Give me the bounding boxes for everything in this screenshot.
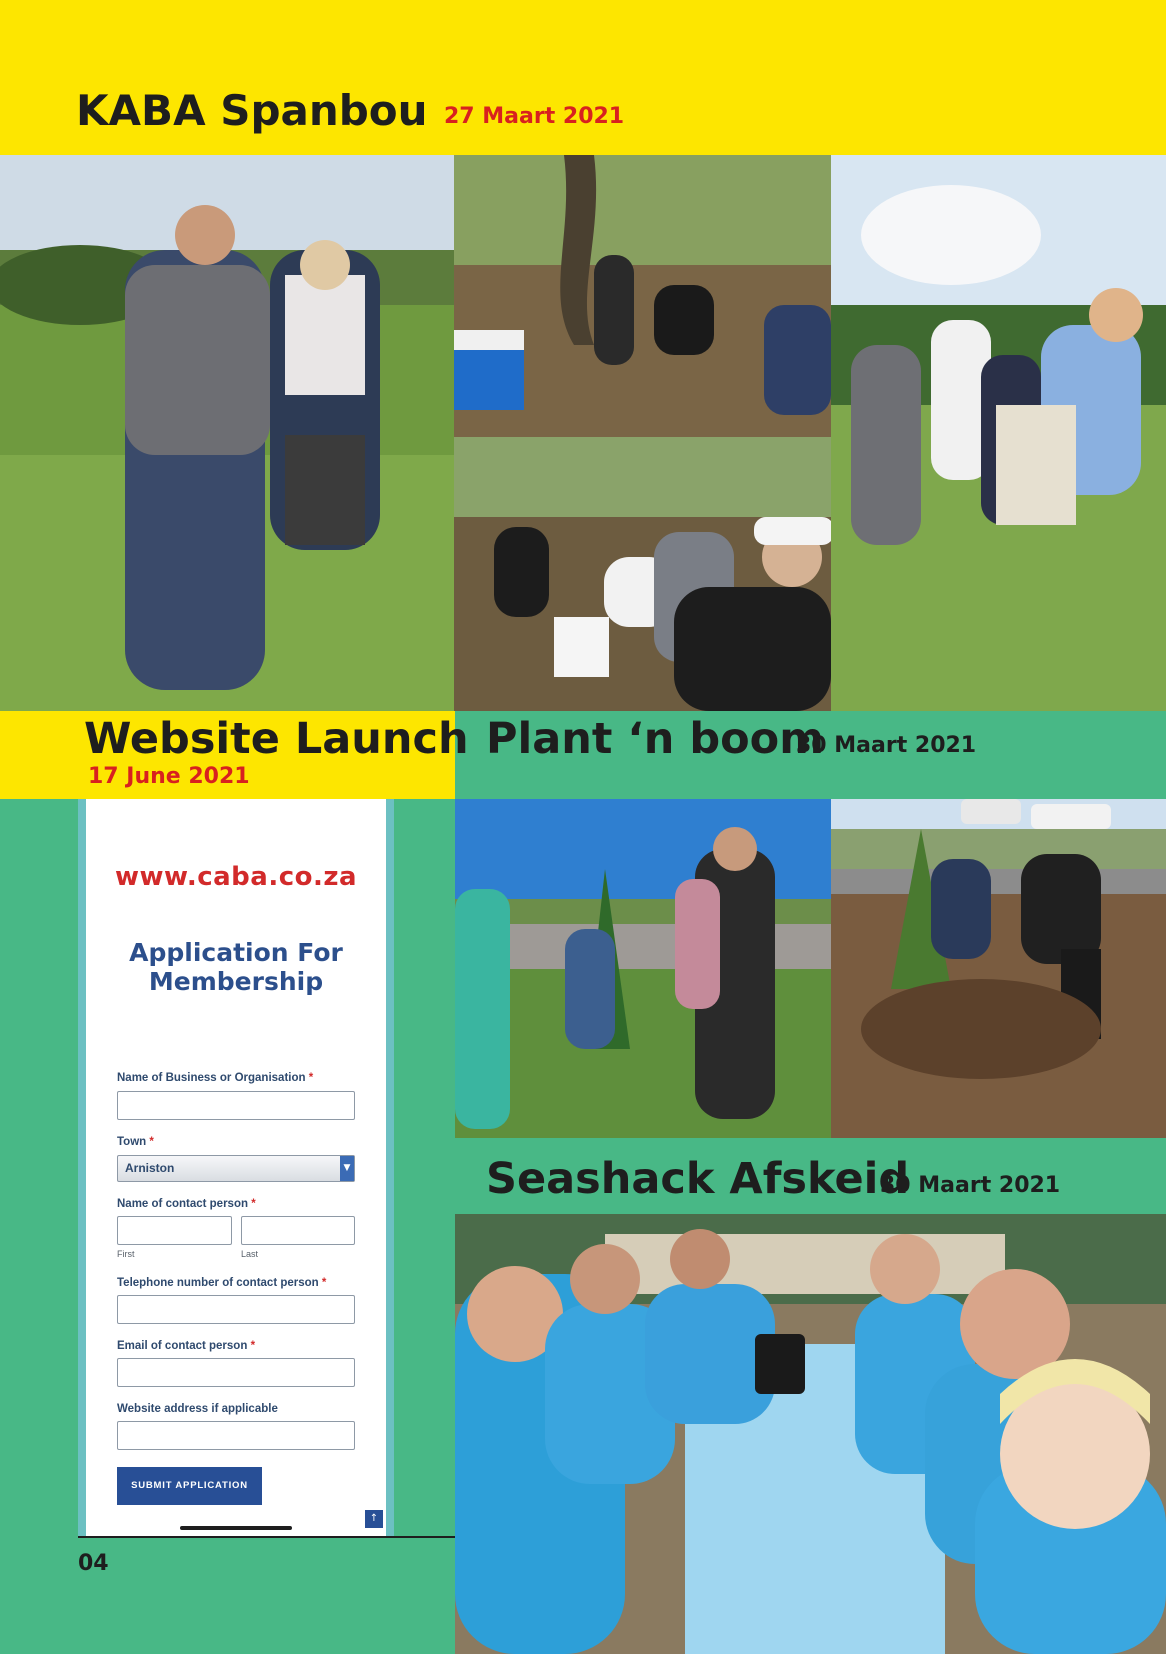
page-number: 04 — [78, 1551, 109, 1576]
divider-line — [78, 1536, 455, 1538]
town-label: Town * — [117, 1136, 154, 1148]
contact-last-name-input[interactable] — [241, 1216, 355, 1245]
required-mark: * — [250, 1340, 256, 1352]
section-date-website-launch: 17 June 2021 — [88, 764, 250, 789]
email-input[interactable] — [117, 1358, 355, 1387]
required-mark: * — [149, 1136, 154, 1148]
section-date-plant-n-boom: 30 Maart 2021 — [796, 733, 977, 758]
photo-seashack-group-selfie — [455, 1214, 1166, 1654]
photo-digging-tree — [831, 799, 1166, 1138]
required-mark: * — [308, 1072, 314, 1084]
section-date-kaba-spanbou: 27 Maart 2021 — [444, 104, 625, 129]
photo-meeting-under-trees — [454, 155, 831, 437]
business-name-input[interactable] — [117, 1091, 355, 1120]
arrow-up-icon[interactable]: ↑ — [365, 1510, 383, 1528]
form-heading-line1: Application For — [129, 938, 343, 967]
photo-planting-group — [455, 799, 831, 1138]
section-title-plant-n-boom: Plant ‘n boom — [486, 714, 824, 764]
town-select-value: Arniston — [125, 1161, 175, 1175]
submit-application-button[interactable]: SUBMIT APPLICATION — [117, 1467, 262, 1505]
home-indicator — [180, 1526, 292, 1530]
required-mark: * — [251, 1198, 256, 1210]
section-date-seashack-afskeid: 30 Maart 2021 — [880, 1173, 1061, 1198]
email-label: Email of contact person * — [117, 1340, 256, 1352]
required-mark: * — [321, 1277, 327, 1289]
contact-first-name-input[interactable] — [117, 1216, 232, 1245]
photo-group-walking-field — [831, 155, 1166, 711]
photo-hikers-carrying-chairs — [0, 155, 454, 711]
last-name-sublabel: Last — [241, 1249, 259, 1259]
section-title-kaba-spanbou: KABA Spanbou — [76, 86, 428, 135]
business-name-label: Name of Business or Organisation * — [117, 1072, 314, 1084]
telephone-label: Telephone number of contact person * — [117, 1277, 327, 1289]
town-select[interactable] — [117, 1155, 355, 1182]
contact-name-label: Name of contact person * — [117, 1198, 256, 1210]
website-address-input[interactable] — [117, 1421, 355, 1450]
website-address-label: Website address if applicable — [117, 1403, 278, 1415]
chevron-down-icon[interactable]: ▼ — [340, 1156, 354, 1181]
form-heading-line2: Membership — [148, 967, 324, 996]
section-title-seashack-afskeid: Seashack Afskeid — [486, 1154, 910, 1204]
first-name-sublabel: First — [117, 1249, 135, 1259]
telephone-input[interactable] — [117, 1295, 355, 1324]
website-url[interactable]: www.caba.co.za — [114, 862, 358, 892]
section-title-website-launch: Website Launch — [84, 714, 469, 764]
photo-group-seated-reading — [454, 437, 831, 711]
